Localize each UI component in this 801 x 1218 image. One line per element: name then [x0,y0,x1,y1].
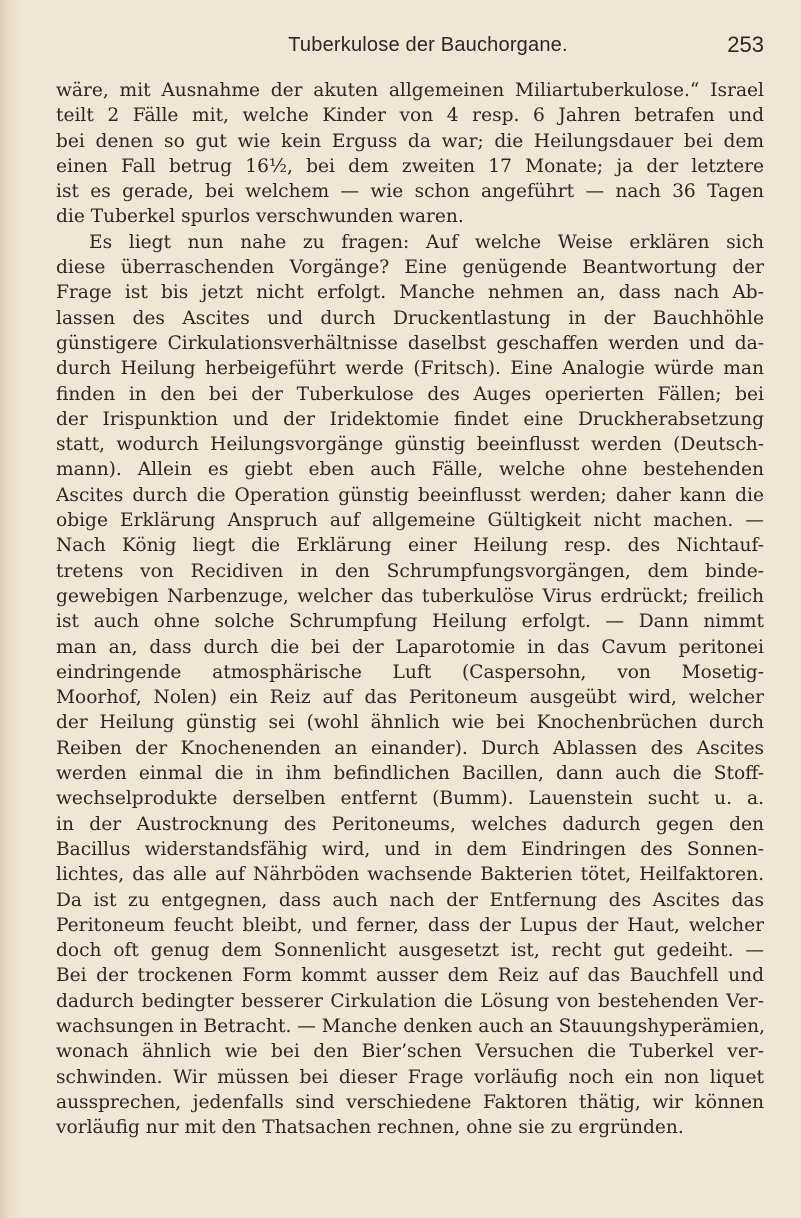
text-line: einen Fall betrug 16½, bei dem zweiten 17 Monate; ja der letztere [56,155,764,177]
text-line: lichtes, das alle auf Nährböden wachsende Bakterien tötet, Heilfaktoren. [56,864,764,886]
text-line: schwinden. Wir müssen bei dieser Frage vorläufig noch ein non liquet [56,1066,764,1088]
text-line: die Tuberkel spurlos verschwunden waren. [56,206,464,228]
text-line: eindringende atmosphärische Luft (Caspersohn, von Mosetig- [56,661,764,683]
text-line: aussprechen, jedenfalls sind verschiedene Faktoren thätig, wir können [56,1091,764,1113]
text-line: Es liegt nun nahe zu fragen: Auf welche Weise erklären sich [89,231,764,253]
text-line: in der Austrocknung des Peritoneums, welches dadurch gegen den [56,813,764,835]
text-line: der Irispunktion und der Iridektomie findet eine Druckherabsetzung [56,408,764,430]
text-line: obige Erklärung Anspruch auf allgemeine Gültigkeit nicht machen. — [56,510,764,532]
text-line: Nach König liegt die Erklärung einer Heilung resp. des Nichtauf- [56,535,764,557]
text-line: ist auch ohne solche Schrumpfung Heilung erfolgt. — Dann nimmt [56,611,764,633]
text-line: statt, wodurch Heilungsvorgänge günstig beeinflusst werden (Deutsch- [56,434,764,456]
text-line: bei denen so gut wie kein Erguss da war; die Heilungsdauer bei dem [56,130,764,152]
text-line: wachsungen in Betracht. — Manche denken auch an Stauungshyperämien, [56,1015,766,1037]
text-line: Ascites durch die Operation günstig beeinflusst werden; daher kann die [56,484,764,506]
text-line: werden einmal die in ihm befindlichen Bacillen, dann auch die Stoff- [56,763,764,785]
text-line: dadurch bedingter besserer Cirkulation die Lösung von bestehenden Ver- [56,990,764,1012]
text-line: diese überraschenden Vorgänge? Eine genügende Beantwortung der [56,257,764,279]
text-line: ist es gerade, bei welchem — wie schon angeführt — nach 36 Tagen [56,181,764,203]
text-line: Reiben der Knochenenden an einander). Durch Ablassen des Ascites [56,737,764,759]
text-line: Frage ist bis jetzt nicht erfolgt. Manche nehmen an, dass nach Ab- [56,282,764,304]
running-title: Tuberkulose der Bauchorgane. [288,34,568,56]
text-line: finden in den bei der Tuberkulose des Auges operierten Fällen; bei [56,383,764,405]
text-line: tretens von Recidiven in den Schrumpfungsvorgängen, dem binde- [56,560,764,582]
text-line: Moorhof, Nolen) ein Reiz auf das Peritoneum ausgeübt wird, welcher [56,687,764,709]
text-line: wonach ähnlich wie bei den Bier’schen Versuchen die Tuberkel ver- [56,1041,764,1063]
text-line: teilt 2 Fälle mit, welche Kinder von 4 resp. 6 Jahren betrafen und [56,105,764,127]
text-line: günstigere Cirkulationsverhältnisse daselbst geschaffen werden und da- [56,332,764,354]
text-line: Da ist zu entgegnen, dass auch nach der Entfernung des Ascites das [56,889,764,911]
text-line: wäre, mit Ausnahme der akuten allgemeinen Miliartuberkulose.“ Israel [56,80,764,101]
text-line: wechselprodukte derselben entfernt (Bumm). Lauenstein sucht u. a. [56,788,764,810]
text-line: mann). Allein es giebt eben auch Fälle, welche ohne bestehenden [56,459,764,481]
text-line: der Heilung günstig sei (wohl ähnlich wie bei Knochenbrüchen durch [56,712,764,734]
text-line: Bei der trockenen Form kommt ausser dem Reiz auf das Bauchfell und [56,965,764,987]
text-line: durch Heilung herbeigeführt werde (Fritsch). Eine Analogie würde man [56,358,764,380]
text-line: lassen des Ascites und durch Druckentlastung in der Bauchhöhle [56,307,764,329]
text-line: Peritoneum feucht bleibt, und ferner, dass der Lupus der Haut, welcher [56,914,764,936]
text-line: man an, dass durch die bei der Laparotomie in das Cavum peritonei [56,636,764,658]
page-number: 253 [727,32,764,57]
text-line: vorläufig nur mit den Thatsachen rechnen, ohne sie zu ergründen. [56,1117,684,1139]
text-line: Bacillus widerstandsfähig wird, und in dem Eindringen des Sonnen- [56,838,764,860]
body-text [56,78,764,1140]
text-line: gewebigen Narbenzuge, welcher das tuberkulöse Virus erdrückt; freilich [56,585,764,607]
page-header [92,34,764,64]
text-line: doch oft genug dem Sonnenlicht ausgesetzt ist, recht gut gedeiht. — [56,940,764,962]
